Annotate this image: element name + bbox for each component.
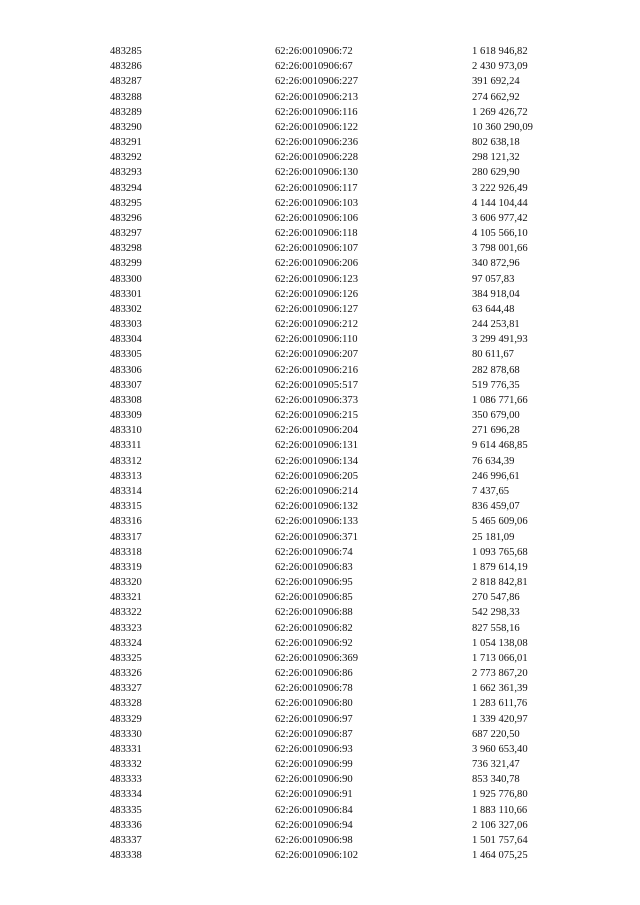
table-row bbox=[110, 712, 570, 727]
row-number-cell: 483331 bbox=[110, 743, 142, 755]
cadastral-number-cell: 62:26:0010906:82 bbox=[275, 622, 353, 634]
value-cell: 4 105 566,10 bbox=[472, 228, 528, 240]
value-cell: 3 606 977,42 bbox=[472, 212, 528, 224]
table-row bbox=[110, 150, 570, 165]
value-cell: 687 220,50 bbox=[472, 728, 520, 740]
value-cell: 3 222 926,49 bbox=[472, 182, 528, 194]
cadastral-number-cell: 62:26:0010906:116 bbox=[275, 106, 358, 118]
table-row bbox=[110, 196, 570, 211]
cadastral-number-cell: 62:26:0010906:227 bbox=[275, 76, 358, 88]
value-cell: 3 960 653,40 bbox=[472, 743, 528, 755]
table-row bbox=[110, 848, 570, 863]
cadastral-number-cell: 62:26:0010906:80 bbox=[275, 698, 353, 710]
value-cell: 1 339 420,97 bbox=[472, 713, 528, 725]
row-number-cell: 483330 bbox=[110, 728, 142, 740]
cadastral-number-cell: 62:26:0010906:206 bbox=[275, 258, 358, 270]
cadastral-number-cell: 62:26:0010906:94 bbox=[275, 819, 353, 831]
table-row bbox=[110, 393, 570, 408]
cadastral-number-cell: 62:26:0010906:78 bbox=[275, 683, 353, 695]
value-cell: 384 918,04 bbox=[472, 288, 520, 300]
row-number-cell: 483324 bbox=[110, 637, 142, 649]
value-cell: 9 614 468,85 bbox=[472, 440, 528, 452]
table-row bbox=[110, 454, 570, 469]
cadastral-number-cell: 62:26:0010906:133 bbox=[275, 516, 358, 528]
cadastral-number-cell: 62:26:0010906:215 bbox=[275, 410, 358, 422]
table-row bbox=[110, 514, 570, 529]
row-number-cell: 483334 bbox=[110, 789, 142, 801]
cadastral-number-cell: 62:26:0010906:97 bbox=[275, 713, 353, 725]
row-number-cell: 483319 bbox=[110, 561, 142, 573]
value-cell: 391 692,24 bbox=[472, 76, 520, 88]
cadastral-number-cell: 62:26:0010906:130 bbox=[275, 167, 358, 179]
cadastral-number-cell: 62:26:0010906:117 bbox=[275, 182, 358, 194]
table-row bbox=[110, 272, 570, 287]
row-number-cell: 483295 bbox=[110, 197, 142, 209]
value-cell: 246 996,61 bbox=[472, 470, 520, 482]
cadastral-number-cell: 62:26:0010906:373 bbox=[275, 394, 358, 406]
value-cell: 80 611,67 bbox=[472, 349, 514, 361]
table-row bbox=[110, 681, 570, 696]
table-row bbox=[110, 651, 570, 666]
value-cell: 282 878,68 bbox=[472, 364, 520, 376]
cadastral-number-cell: 62:26:0010906:122 bbox=[275, 121, 358, 133]
row-number-cell: 483326 bbox=[110, 668, 142, 680]
row-number-cell: 483310 bbox=[110, 425, 142, 437]
cadastral-number-cell: 62:26:0010906:214 bbox=[275, 485, 358, 497]
table-row bbox=[110, 605, 570, 620]
table-row bbox=[110, 545, 570, 560]
row-number-cell: 483296 bbox=[110, 212, 142, 224]
table-row bbox=[110, 347, 570, 362]
cadastral-number-cell: 62:26:0010906:91 bbox=[275, 789, 353, 801]
row-number-cell: 483301 bbox=[110, 288, 142, 300]
value-cell: 274 662,92 bbox=[472, 91, 520, 103]
row-number-cell: 483299 bbox=[110, 258, 142, 270]
cadastral-number-cell: 62:26:0010906:92 bbox=[275, 637, 353, 649]
row-number-cell: 483336 bbox=[110, 819, 142, 831]
value-cell: 350 679,00 bbox=[472, 410, 520, 422]
cadastral-number-cell: 62:26:0010906:118 bbox=[275, 228, 358, 240]
table-row bbox=[110, 423, 570, 438]
row-number-cell: 483298 bbox=[110, 243, 142, 255]
value-cell: 1 269 426,72 bbox=[472, 106, 528, 118]
row-number-cell: 483338 bbox=[110, 850, 142, 862]
row-number-cell: 483322 bbox=[110, 607, 142, 619]
value-cell: 76 634,39 bbox=[472, 455, 515, 467]
cadastral-number-cell: 62:26:0010906:84 bbox=[275, 804, 353, 816]
value-cell: 1 713 066,01 bbox=[472, 652, 528, 664]
cadastral-number-cell: 62:26:0010906:207 bbox=[275, 349, 358, 361]
row-number-cell: 483333 bbox=[110, 774, 142, 786]
table-row bbox=[110, 787, 570, 802]
cadastral-number-cell: 62:26:0010906:87 bbox=[275, 728, 353, 740]
row-number-cell: 483323 bbox=[110, 622, 142, 634]
cadastral-number-cell: 62:26:0010906:98 bbox=[275, 834, 353, 846]
row-number-cell: 483315 bbox=[110, 501, 142, 513]
cadastral-number-cell: 62:26:0010906:83 bbox=[275, 561, 353, 573]
table-row bbox=[110, 165, 570, 180]
table-row bbox=[110, 105, 570, 120]
value-cell: 2 106 327,06 bbox=[472, 819, 528, 831]
value-cell: 836 459,07 bbox=[472, 501, 520, 513]
table-row bbox=[110, 621, 570, 636]
value-cell: 2 818 842,81 bbox=[472, 577, 528, 589]
row-number-cell: 483314 bbox=[110, 485, 142, 497]
cadastral-number-cell: 62:26:0010906:90 bbox=[275, 774, 353, 786]
cadastral-number-cell: 62:26:0010906:228 bbox=[275, 152, 358, 164]
cadastral-number-cell: 62:26:0010906:131 bbox=[275, 440, 358, 452]
cadastral-number-cell: 62:26:0010906:126 bbox=[275, 288, 358, 300]
row-number-cell: 483306 bbox=[110, 364, 142, 376]
cadastral-number-cell: 62:26:0010906:213 bbox=[275, 91, 358, 103]
cadastral-number-cell: 62:26:0010906:107 bbox=[275, 243, 358, 255]
value-cell: 542 298,33 bbox=[472, 607, 520, 619]
table-row bbox=[110, 317, 570, 332]
cadastral-number-cell: 62:26:0010906:216 bbox=[275, 364, 358, 376]
cadastral-number-cell: 62:26:0010905:517 bbox=[275, 379, 358, 391]
table-row bbox=[110, 120, 570, 135]
value-cell: 802 638,18 bbox=[472, 137, 520, 149]
value-cell: 4 144 104,44 bbox=[472, 197, 528, 209]
table-row bbox=[110, 181, 570, 196]
row-number-cell: 483327 bbox=[110, 683, 142, 695]
table-row bbox=[110, 226, 570, 241]
table-row bbox=[110, 666, 570, 681]
row-number-cell: 483292 bbox=[110, 152, 142, 164]
row-number-cell: 483290 bbox=[110, 121, 142, 133]
value-cell: 7 437,65 bbox=[472, 485, 510, 497]
row-number-cell: 483309 bbox=[110, 410, 142, 422]
table-row bbox=[110, 772, 570, 787]
value-cell: 519 776,35 bbox=[472, 379, 520, 391]
table-row bbox=[110, 59, 570, 74]
value-cell: 1 501 757,64 bbox=[472, 834, 528, 846]
row-number-cell: 483288 bbox=[110, 91, 142, 103]
table-row bbox=[110, 256, 570, 271]
value-cell: 244 253,81 bbox=[472, 319, 520, 331]
value-cell: 1 879 614,19 bbox=[472, 561, 528, 573]
cadastral-number-cell: 62:26:0010906:86 bbox=[275, 668, 353, 680]
row-number-cell: 483293 bbox=[110, 167, 142, 179]
value-cell: 2 430 973,09 bbox=[472, 61, 528, 73]
table-row bbox=[110, 302, 570, 317]
cadastral-number-cell: 62:26:0010906:205 bbox=[275, 470, 358, 482]
cadastral-number-cell: 62:26:0010906:74 bbox=[275, 546, 353, 558]
cadastral-number-cell: 62:26:0010906:99 bbox=[275, 759, 353, 771]
table-row bbox=[110, 241, 570, 256]
row-number-cell: 483317 bbox=[110, 531, 142, 543]
row-number-cell: 483297 bbox=[110, 228, 142, 240]
row-number-cell: 483316 bbox=[110, 516, 142, 528]
row-number-cell: 483308 bbox=[110, 394, 142, 406]
table-row bbox=[110, 560, 570, 575]
table-row bbox=[110, 378, 570, 393]
value-cell: 827 558,16 bbox=[472, 622, 520, 634]
table-row bbox=[110, 803, 570, 818]
value-cell: 10 360 290,09 bbox=[472, 121, 533, 133]
row-number-cell: 483325 bbox=[110, 652, 142, 664]
cadastral-number-cell: 62:26:0010906:236 bbox=[275, 137, 358, 149]
row-number-cell: 483321 bbox=[110, 592, 142, 604]
cadastral-number-cell: 62:26:0010906:93 bbox=[275, 743, 353, 755]
value-cell: 1 925 776,80 bbox=[472, 789, 528, 801]
value-cell: 298 121,32 bbox=[472, 152, 520, 164]
row-number-cell: 483320 bbox=[110, 577, 142, 589]
row-number-cell: 483300 bbox=[110, 273, 142, 285]
row-number-cell: 483313 bbox=[110, 470, 142, 482]
row-number-cell: 483311 bbox=[110, 440, 142, 452]
cadastral-number-cell: 62:26:0010906:132 bbox=[275, 501, 358, 513]
table-row bbox=[110, 833, 570, 848]
value-cell: 1 883 110,66 bbox=[472, 804, 528, 816]
table-row bbox=[110, 408, 570, 423]
cadastral-number-cell: 62:26:0010906:369 bbox=[275, 652, 358, 664]
table-row bbox=[110, 590, 570, 605]
row-number-cell: 483329 bbox=[110, 713, 142, 725]
row-number-cell: 483291 bbox=[110, 137, 142, 149]
row-number-cell: 483337 bbox=[110, 834, 142, 846]
value-cell: 270 547,86 bbox=[472, 592, 520, 604]
table-row bbox=[110, 530, 570, 545]
cadastral-number-cell: 62:26:0010906:212 bbox=[275, 319, 358, 331]
table-row bbox=[110, 363, 570, 378]
cadastral-number-cell: 62:26:0010906:127 bbox=[275, 303, 358, 315]
table-row bbox=[110, 696, 570, 711]
value-cell: 1 464 075,25 bbox=[472, 850, 528, 862]
data-table bbox=[110, 44, 570, 863]
value-cell: 1 086 771,66 bbox=[472, 394, 528, 406]
value-cell: 5 465 609,06 bbox=[472, 516, 528, 528]
row-number-cell: 483287 bbox=[110, 76, 142, 88]
value-cell: 340 872,96 bbox=[472, 258, 520, 270]
cadastral-number-cell: 62:26:0010906:102 bbox=[275, 850, 358, 862]
cadastral-number-cell: 62:26:0010906:110 bbox=[275, 334, 358, 346]
table-row bbox=[110, 636, 570, 651]
row-number-cell: 483303 bbox=[110, 319, 142, 331]
value-cell: 736 321,47 bbox=[472, 759, 520, 771]
value-cell: 1 618 946,82 bbox=[472, 46, 528, 57]
value-cell: 63 644,48 bbox=[472, 303, 515, 315]
value-cell: 3 299 491,93 bbox=[472, 334, 528, 346]
value-cell: 1 054 138,08 bbox=[472, 637, 528, 649]
table-row bbox=[110, 757, 570, 772]
cadastral-number-cell: 62:26:0010906:95 bbox=[275, 577, 353, 589]
cadastral-number-cell: 62:26:0010906:88 bbox=[275, 607, 353, 619]
value-cell: 280 629,90 bbox=[472, 167, 520, 179]
value-cell: 1 283 611,76 bbox=[472, 698, 528, 710]
row-number-cell: 483312 bbox=[110, 455, 142, 467]
table-row bbox=[110, 469, 570, 484]
row-number-cell: 483289 bbox=[110, 106, 142, 118]
table-row bbox=[110, 727, 570, 742]
cadastral-number-cell: 62:26:0010906:106 bbox=[275, 212, 358, 224]
cadastral-number-cell: 62:26:0010906:123 bbox=[275, 273, 358, 285]
table-row bbox=[110, 135, 570, 150]
value-cell: 97 057,83 bbox=[472, 273, 515, 285]
value-cell: 1 662 361,39 bbox=[472, 683, 528, 695]
cadastral-number-cell: 62:26:0010906:204 bbox=[275, 425, 358, 437]
value-cell: 3 798 001,66 bbox=[472, 243, 528, 255]
cadastral-number-cell: 62:26:0010906:67 bbox=[275, 61, 353, 73]
row-number-cell: 483305 bbox=[110, 349, 142, 361]
value-cell: 1 093 765,68 bbox=[472, 546, 528, 558]
table-row bbox=[110, 575, 570, 590]
row-number-cell: 483294 bbox=[110, 182, 142, 194]
cadastral-number-cell: 62:26:0010906:85 bbox=[275, 592, 353, 604]
value-cell: 2 773 867,20 bbox=[472, 668, 528, 680]
table-row bbox=[110, 332, 570, 347]
cadastral-number-cell: 62:26:0010906:103 bbox=[275, 197, 358, 209]
row-number-cell: 483335 bbox=[110, 804, 142, 816]
table-row bbox=[110, 742, 570, 757]
cadastral-number-cell: 62:26:0010906:72 bbox=[275, 46, 353, 57]
row-number-cell: 483307 bbox=[110, 379, 142, 391]
row-number-cell: 483304 bbox=[110, 334, 142, 346]
table-row bbox=[110, 44, 570, 59]
table-row bbox=[110, 499, 570, 514]
row-number-cell: 483302 bbox=[110, 303, 142, 315]
row-number-cell: 483332 bbox=[110, 759, 142, 771]
row-number-cell: 483318 bbox=[110, 546, 142, 558]
table-row bbox=[110, 74, 570, 89]
cadastral-number-cell: 62:26:0010906:134 bbox=[275, 455, 358, 467]
table-row bbox=[110, 484, 570, 499]
value-cell: 853 340,78 bbox=[472, 774, 520, 786]
table-row bbox=[110, 90, 570, 105]
table-row bbox=[110, 818, 570, 833]
table-row bbox=[110, 211, 570, 226]
table-row bbox=[110, 438, 570, 453]
value-cell: 25 181,09 bbox=[472, 531, 515, 543]
row-number-cell: 483285 bbox=[110, 46, 142, 57]
value-cell: 271 696,28 bbox=[472, 425, 520, 437]
cadastral-number-cell: 62:26:0010906:371 bbox=[275, 531, 358, 543]
row-number-cell: 483286 bbox=[110, 61, 142, 73]
row-number-cell: 483328 bbox=[110, 698, 142, 710]
table-row bbox=[110, 287, 570, 302]
